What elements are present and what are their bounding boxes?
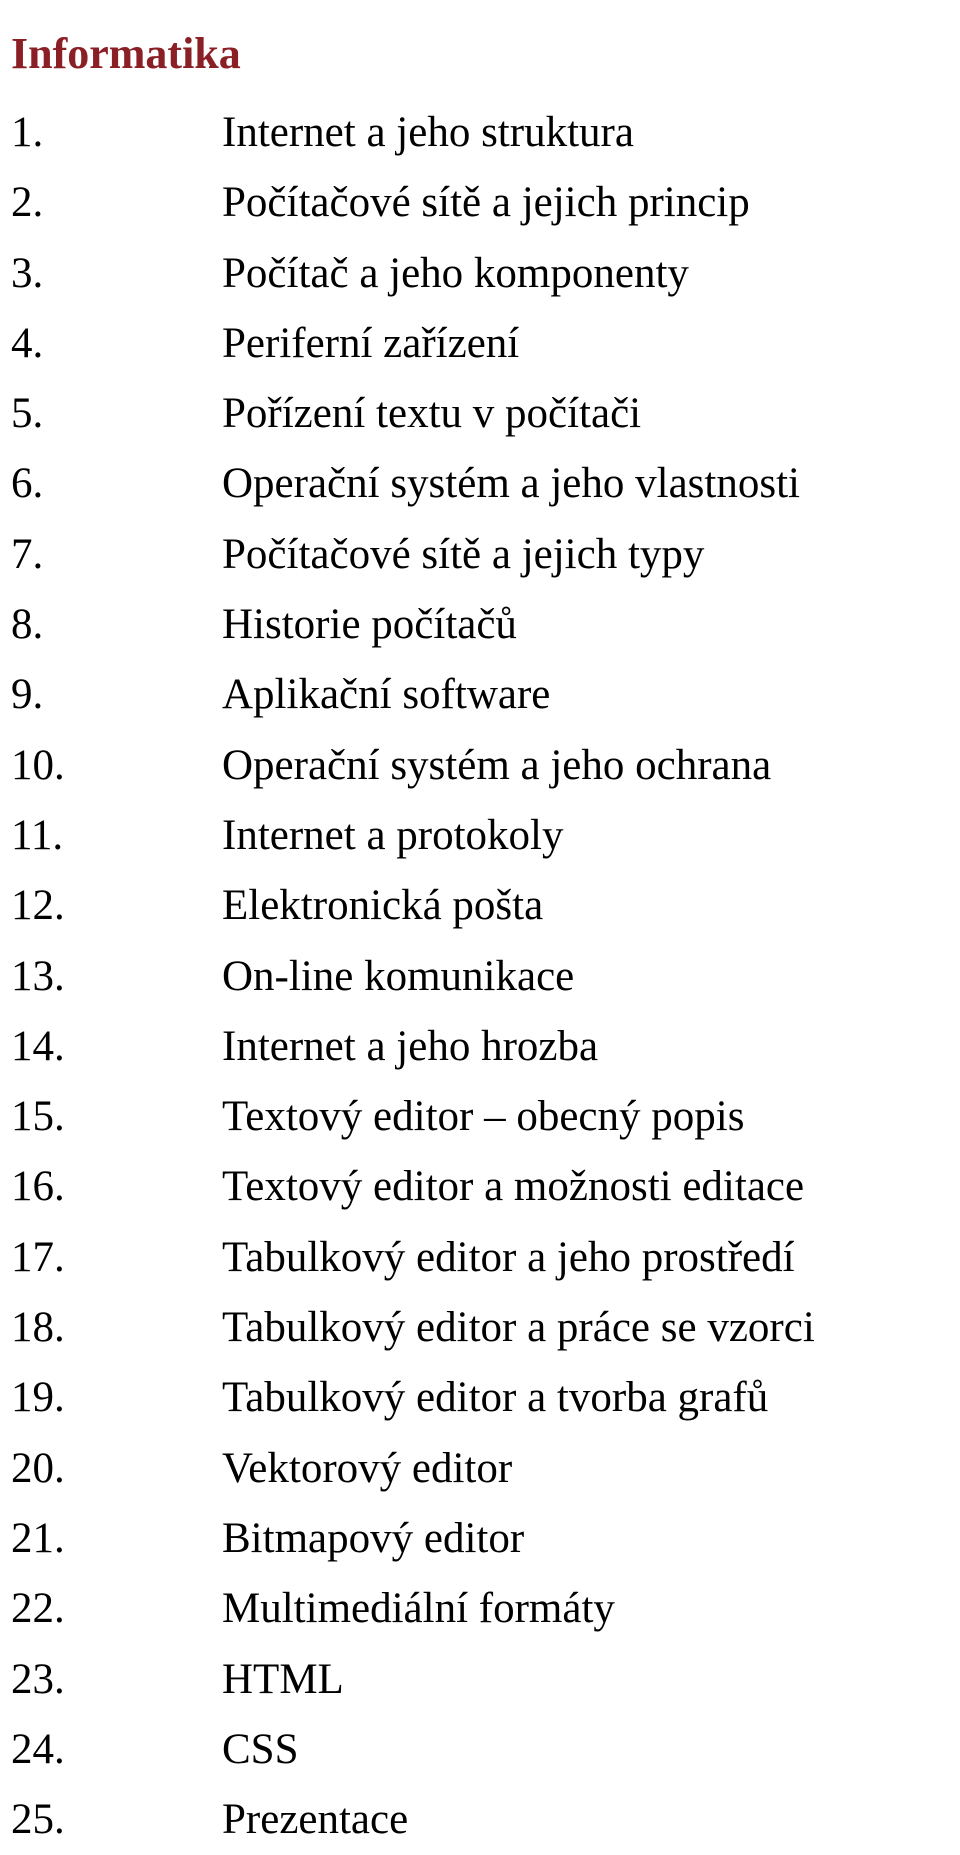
list-item	[0, 168, 960, 238]
list-item	[0, 1012, 960, 1082]
list-item	[0, 1152, 960, 1222]
list-item-title: Historie počítačů	[222, 601, 517, 649]
list-item-title: HTML	[222, 1655, 344, 1703]
list-item-title: Počítačové sítě a jejich typy	[222, 530, 705, 578]
list-item-title: Internet a jeho struktura	[222, 109, 634, 156]
list-item-title: CSS	[222, 1725, 299, 1773]
list-item-number: 3.	[11, 249, 44, 297]
list-item-title: On-line komunikace	[222, 952, 575, 1000]
list-item	[0, 1715, 960, 1785]
list-item	[0, 660, 960, 730]
list-item-number: 23.	[11, 1655, 65, 1703]
list-item	[0, 1223, 960, 1293]
list-item-title: Operační systém a jeho vlastnosti	[222, 460, 800, 508]
list-item-number: 25.	[11, 1796, 65, 1844]
list-item	[0, 98, 960, 168]
list-item-number: 20.	[11, 1444, 65, 1492]
list-item	[0, 1434, 960, 1504]
list-item-number: 22.	[11, 1585, 65, 1633]
list-item-title: Internet a protokoly	[222, 811, 564, 859]
list-item-number: 19.	[11, 1374, 65, 1422]
list-item	[0, 942, 960, 1012]
list-item-title: Textový editor – obecný popis	[222, 1093, 745, 1141]
list-item	[0, 801, 960, 871]
list-item-number: 8.	[11, 601, 44, 649]
list-item-number: 6.	[11, 460, 44, 508]
list-item-number: 18.	[11, 1304, 65, 1352]
list-item-title: Počítačové sítě a jejich princip	[222, 179, 750, 227]
list-item-title: Multimediální formáty	[222, 1585, 615, 1633]
list-item-number: 21.	[11, 1514, 65, 1562]
list-item-number: 24.	[11, 1725, 65, 1773]
list-item	[0, 1574, 960, 1644]
list-item-title: Elektronická pošta	[222, 882, 544, 930]
list-item-title: Aplikační software	[222, 671, 551, 719]
list-item	[0, 449, 960, 519]
list-item-title: Tabulkový editor a jeho prostředí	[222, 1233, 795, 1281]
list-item-title: Prezentace	[222, 1796, 409, 1844]
list-item-number: 14.	[11, 1022, 65, 1070]
list-item	[0, 239, 960, 309]
list-item	[0, 520, 960, 590]
list-item-number: 13.	[11, 952, 65, 1000]
list-item-number: 17.	[11, 1233, 65, 1281]
list-item-title: Počítač a jeho komponenty	[222, 249, 689, 297]
list-item-number: 9.	[11, 671, 44, 719]
list-item-number: 7.	[11, 530, 44, 578]
list-item	[0, 1363, 960, 1433]
page-title: Informatika	[11, 29, 241, 79]
list-item	[0, 1504, 960, 1574]
list-item	[0, 1645, 960, 1715]
list-item	[0, 309, 960, 379]
list-item-number: 15.	[11, 1093, 65, 1141]
list-item	[0, 871, 960, 941]
list-item	[0, 1082, 960, 1152]
list-item-number: 2.	[11, 179, 44, 227]
list-item	[0, 379, 960, 449]
list-item-title: Tabulkový editor a práce se vzorci	[222, 1304, 815, 1352]
list-item-number: 11.	[11, 811, 64, 859]
list-item	[0, 731, 960, 801]
list-item	[0, 1293, 960, 1363]
list-item-title: Tabulkový editor a tvorba grafů	[222, 1374, 769, 1422]
list-item-title: Bitmapový editor	[222, 1514, 525, 1562]
list-item-number: 16.	[11, 1163, 65, 1211]
list-item	[0, 1785, 960, 1855]
list-item-title: Periferní zařízení	[222, 319, 520, 367]
list-item	[0, 590, 960, 660]
list-item-title: Pořízení textu v počítači	[222, 390, 642, 438]
list-item-title: Internet a jeho hrozba	[222, 1022, 599, 1070]
list-item-number: 10.	[11, 741, 65, 789]
list-item-number: 4.	[11, 319, 44, 367]
list-item-title: Textový editor a možnosti editace	[222, 1163, 805, 1211]
list-item-number: 1.	[11, 109, 44, 156]
list-item-title: Vektorový editor	[222, 1444, 513, 1492]
topic-list	[0, 98, 960, 1855]
list-item-number: 5.	[11, 390, 44, 438]
list-item-title: Operační systém a jeho ochrana	[222, 741, 772, 789]
list-item-number: 12.	[11, 882, 65, 930]
